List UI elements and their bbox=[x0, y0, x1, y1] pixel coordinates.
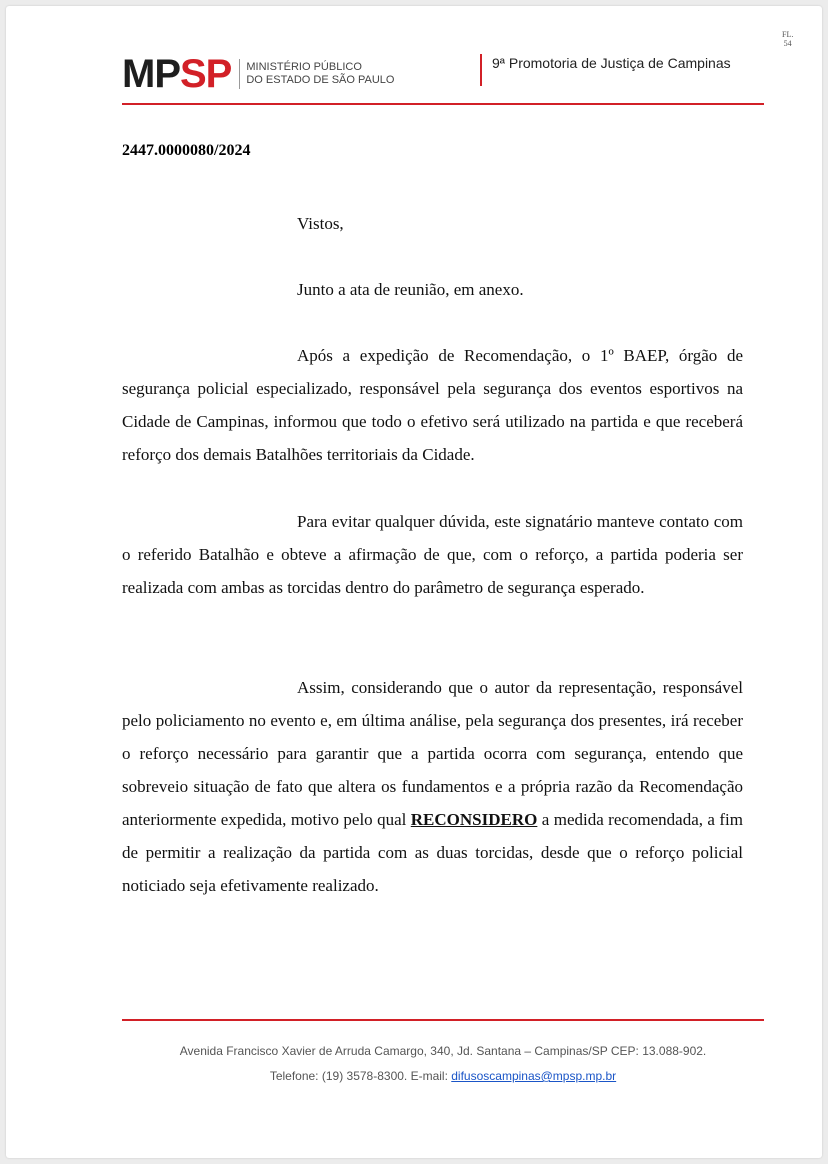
office-name: 9ª Promotoria de Justiça de Campinas bbox=[480, 54, 731, 86]
document-page bbox=[6, 6, 822, 1158]
logo-line-2: DO ESTADO DE SÃO PAULO bbox=[246, 74, 395, 86]
footer-email-link[interactable]: difusoscampinas@mpsp.mp.br bbox=[451, 1069, 617, 1083]
logo-sp-letters: SP bbox=[180, 52, 232, 96]
logo-mp-letters: MP bbox=[122, 52, 180, 96]
decision-text-after: a medida recomendada, a fim de permitir a realização da partida com as duas torcidas, desde que o reforço policial noticiado seja efetivamente realizado. bbox=[122, 810, 743, 895]
paragraph-recommendation: Após a expedição de Recomendação, o 1º BAEP, órgão de segurança policial especializado, responsável pela segurança dos eventos esportivos na Cidade de Campinas, informou que todo o efetivo será utilizado na partida e que receberá reforço dos demais Batalhões territoriais da Cidade. bbox=[122, 346, 743, 464]
mpsp-logo bbox=[122, 54, 394, 94]
folio-number: 54 bbox=[783, 39, 792, 48]
document-number: 2447.0000080/2024 bbox=[122, 142, 251, 159]
decision-text-before: Assim, considerando que o autor da representação, responsável pelo policiamento no evento e, em última análise, pela segurança dos presentes, irá receber o reforço necessário para garantir que a partida ocorra com segurança, entendo que sobreveio situação de fato que altera os fundamentos e a própria razão da Recomendação anteriormente expedida, motivo pelo qual bbox=[122, 678, 743, 829]
page-folio-stamp bbox=[782, 30, 793, 48]
greeting-paragraph: Vistos, bbox=[297, 214, 344, 233]
paragraph-attachment: Junto a ata de reunião, em anexo. bbox=[297, 280, 524, 299]
header-divider bbox=[122, 103, 764, 105]
footer-divider bbox=[122, 1019, 764, 1021]
logo-divider bbox=[239, 59, 240, 89]
footer-contact bbox=[122, 1068, 764, 1084]
paragraph-contact: Para evitar qualquer dúvida, este signatário manteve contato com o referido Batalhão e obteve a afirmação de que, com o reforço, a partida poderia ser realizada com ambas as torcidas dentro do parâmetro de segurança esperado. bbox=[122, 512, 743, 597]
footer-phone: Telefone: (19) 3578-8300. E-mail: bbox=[269, 1069, 452, 1083]
footer-address: Avenida Francisco Xavier de Arruda Camargo, 340, Jd. Santana – Campinas/SP CEP: 13.088-902. bbox=[179, 1044, 707, 1058]
logo-line-1: MINISTÉRIO PÚBLICO bbox=[246, 61, 362, 73]
reconsidero-emphasis: RECONSIDERO bbox=[410, 810, 538, 829]
folio-label: FL. bbox=[782, 30, 794, 39]
paragraph-decision bbox=[122, 671, 743, 902]
logo-institution-name bbox=[246, 61, 394, 87]
